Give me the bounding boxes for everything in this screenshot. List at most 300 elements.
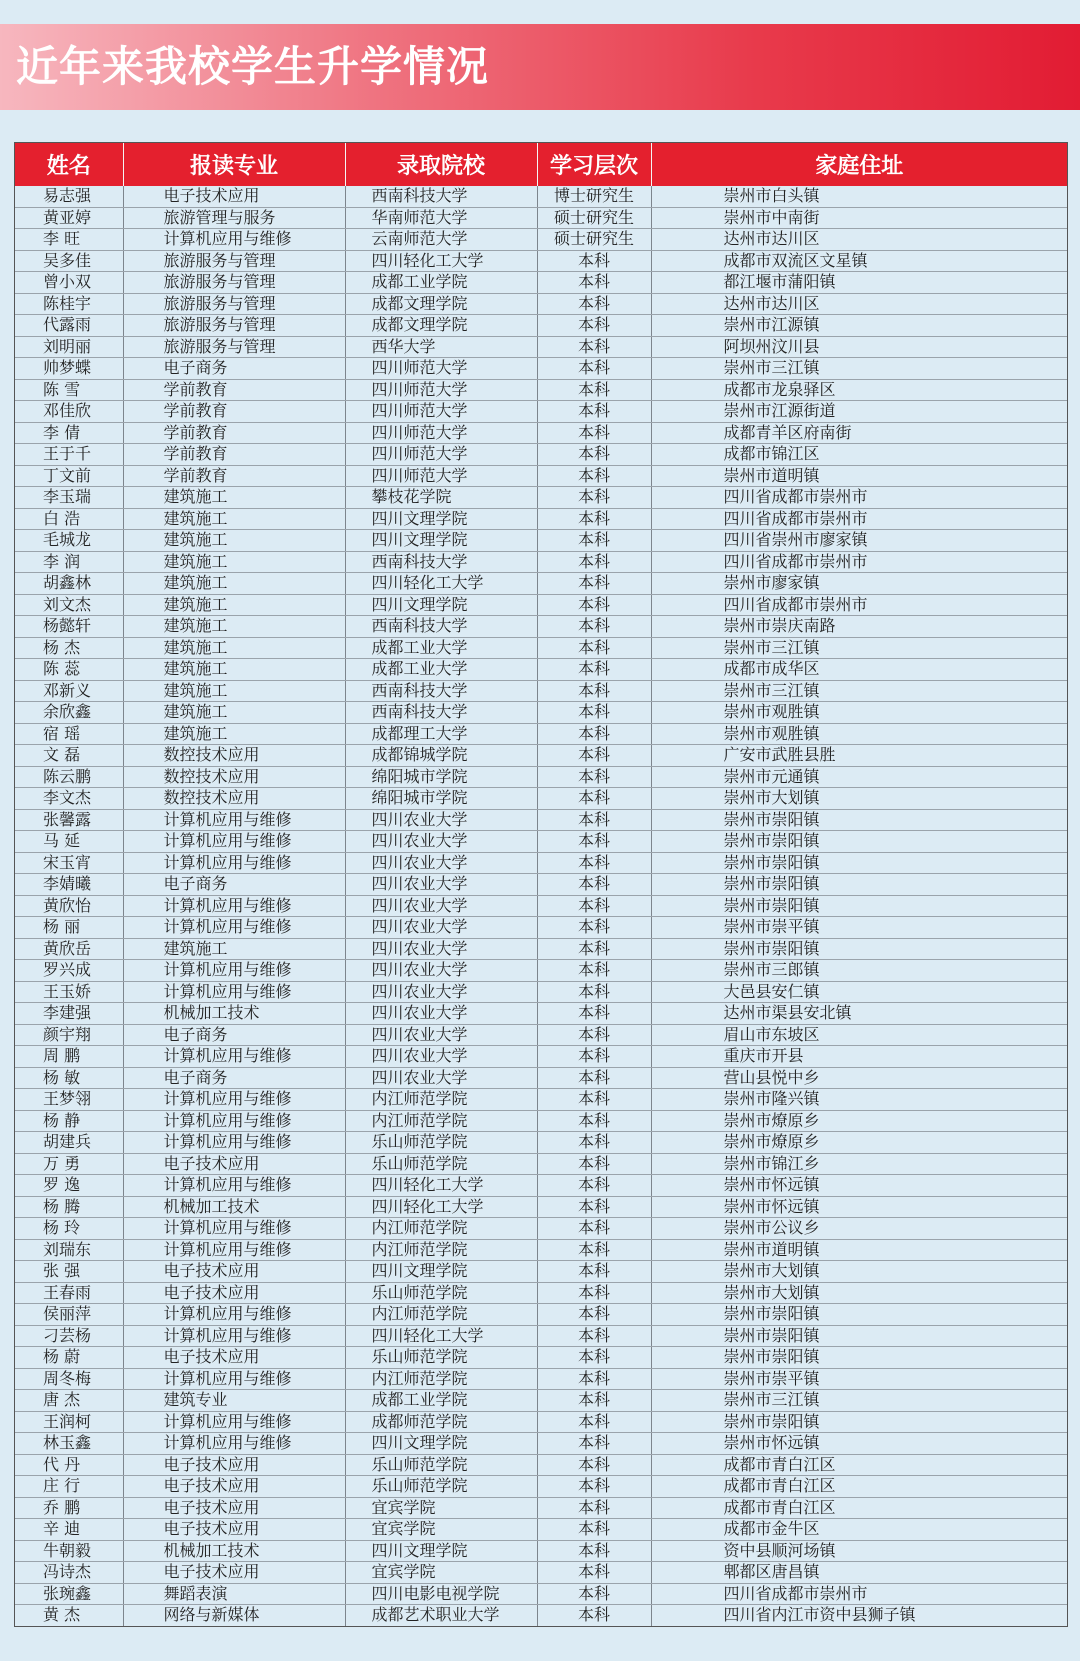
cell-major: 计算机应用与维修 xyxy=(123,917,345,939)
cell-major: 数控技术应用 xyxy=(123,766,345,788)
cell-study-level: 本科 xyxy=(537,1562,651,1584)
cell-major: 电子技术应用 xyxy=(123,1347,345,1369)
header-name: 姓名 xyxy=(15,143,123,186)
cell-admitted-school: 四川农业大学 xyxy=(345,1024,537,1046)
cell-major: 计算机应用与维修 xyxy=(123,1304,345,1326)
cell-study-level: 本科 xyxy=(537,465,651,487)
cell-home-address: 崇州市道明镇 xyxy=(651,1239,1067,1261)
table-row xyxy=(15,551,1067,573)
cell-student-name: 杨 丽 xyxy=(15,917,123,939)
table-row xyxy=(15,594,1067,616)
cell-home-address: 成都市双流区文星镇 xyxy=(651,250,1067,272)
cell-admitted-school: 四川农业大学 xyxy=(345,874,537,896)
cell-admitted-school: 西华大学 xyxy=(345,336,537,358)
cell-study-level: 本科 xyxy=(537,1046,651,1068)
cell-study-level: 本科 xyxy=(537,1497,651,1519)
cell-student-name: 陈 雪 xyxy=(15,379,123,401)
table-row xyxy=(15,250,1067,272)
cell-student-name: 刘瑞东 xyxy=(15,1239,123,1261)
cell-admitted-school: 云南师范大学 xyxy=(345,229,537,251)
cell-study-level: 本科 xyxy=(537,1540,651,1562)
cell-home-address: 四川省崇州市廖家镇 xyxy=(651,530,1067,552)
cell-study-level: 硕士研究生 xyxy=(537,207,651,229)
cell-student-name: 李建强 xyxy=(15,1003,123,1025)
cell-study-level: 本科 xyxy=(537,530,651,552)
cell-major: 电子技术应用 xyxy=(123,1519,345,1541)
cell-study-level: 本科 xyxy=(537,680,651,702)
cell-student-name: 黄欣岳 xyxy=(15,938,123,960)
cell-home-address: 成都市青白江区 xyxy=(651,1476,1067,1498)
cell-student-name: 黄欣怡 xyxy=(15,895,123,917)
table-row xyxy=(15,745,1067,767)
cell-study-level: 本科 xyxy=(537,616,651,638)
cell-major: 计算机应用与维修 xyxy=(123,1110,345,1132)
table-row xyxy=(15,487,1067,509)
cell-student-name: 帅梦蝶 xyxy=(15,358,123,380)
cell-study-level: 本科 xyxy=(537,1196,651,1218)
cell-admitted-school: 四川文理学院 xyxy=(345,594,537,616)
cell-major: 计算机应用与维修 xyxy=(123,1089,345,1111)
cell-major: 建筑施工 xyxy=(123,659,345,681)
cell-major: 电子商务 xyxy=(123,358,345,380)
table-row xyxy=(15,1239,1067,1261)
cell-admitted-school: 四川农业大学 xyxy=(345,1003,537,1025)
header-major: 报读专业 xyxy=(123,143,345,186)
cell-home-address: 达州市达川区 xyxy=(651,293,1067,315)
cell-admitted-school: 四川轻化工大学 xyxy=(345,573,537,595)
cell-student-name: 陈桂宇 xyxy=(15,293,123,315)
table-row xyxy=(15,637,1067,659)
cell-study-level: 本科 xyxy=(537,487,651,509)
cell-major: 舞蹈表演 xyxy=(123,1583,345,1605)
table-row xyxy=(15,1433,1067,1455)
table-row xyxy=(15,1261,1067,1283)
cell-study-level: 本科 xyxy=(537,1175,651,1197)
cell-student-name: 余欣鑫 xyxy=(15,702,123,724)
admissions-table xyxy=(15,143,1067,1626)
cell-home-address: 崇州市中南街 xyxy=(651,207,1067,229)
cell-home-address: 成都市金牛区 xyxy=(651,1519,1067,1541)
cell-student-name: 林玉鑫 xyxy=(15,1433,123,1455)
cell-student-name: 白 浩 xyxy=(15,508,123,530)
table-row xyxy=(15,616,1067,638)
cell-admitted-school: 内江师范学院 xyxy=(345,1218,537,1240)
cell-study-level: 本科 xyxy=(537,293,651,315)
table-row xyxy=(15,960,1067,982)
cell-major: 电子技术应用 xyxy=(123,1153,345,1175)
cell-student-name: 陈 蕊 xyxy=(15,659,123,681)
cell-admitted-school: 宜宾学院 xyxy=(345,1519,537,1541)
cell-student-name: 邓佳欣 xyxy=(15,401,123,423)
cell-home-address: 崇州市廖家镇 xyxy=(651,573,1067,595)
cell-study-level: 本科 xyxy=(537,1605,651,1626)
table-row xyxy=(15,315,1067,337)
cell-major: 机械加工技术 xyxy=(123,1540,345,1562)
cell-student-name: 周 鹏 xyxy=(15,1046,123,1068)
cell-home-address: 崇州市道明镇 xyxy=(651,465,1067,487)
cell-admitted-school: 成都工业大学 xyxy=(345,659,537,681)
cell-study-level: 本科 xyxy=(537,422,651,444)
cell-major: 建筑施工 xyxy=(123,938,345,960)
table-row xyxy=(15,1003,1067,1025)
cell-admitted-school: 四川文理学院 xyxy=(345,508,537,530)
cell-student-name: 杨 杰 xyxy=(15,637,123,659)
table-row xyxy=(15,1132,1067,1154)
cell-admitted-school: 西南科技大学 xyxy=(345,186,537,207)
cell-admitted-school: 成都文理学院 xyxy=(345,315,537,337)
cell-admitted-school: 四川文理学院 xyxy=(345,1261,537,1283)
table-header-row xyxy=(15,143,1067,186)
cell-study-level: 本科 xyxy=(537,637,651,659)
cell-admitted-school: 四川农业大学 xyxy=(345,917,537,939)
table-row xyxy=(15,788,1067,810)
cell-major: 机械加工技术 xyxy=(123,1003,345,1025)
cell-home-address: 四川省成都市崇州市 xyxy=(651,594,1067,616)
cell-study-level: 本科 xyxy=(537,1411,651,1433)
cell-admitted-school: 攀枝花学院 xyxy=(345,487,537,509)
cell-student-name: 马 延 xyxy=(15,831,123,853)
cell-home-address: 崇州市崇庆南路 xyxy=(651,616,1067,638)
cell-study-level: 本科 xyxy=(537,917,651,939)
cell-home-address: 崇州市三郎镇 xyxy=(651,960,1067,982)
cell-study-level: 本科 xyxy=(537,702,651,724)
cell-major: 计算机应用与维修 xyxy=(123,1368,345,1390)
cell-student-name: 胡鑫林 xyxy=(15,573,123,595)
cell-admitted-school: 四川师范大学 xyxy=(345,422,537,444)
cell-home-address: 成都青羊区府南街 xyxy=(651,422,1067,444)
cell-major: 建筑施工 xyxy=(123,680,345,702)
cell-major: 学前教育 xyxy=(123,379,345,401)
table-row xyxy=(15,1282,1067,1304)
cell-student-name: 张琬鑫 xyxy=(15,1583,123,1605)
cell-student-name: 刘明丽 xyxy=(15,336,123,358)
cell-admitted-school: 成都锦城学院 xyxy=(345,745,537,767)
cell-admitted-school: 宜宾学院 xyxy=(345,1497,537,1519)
cell-student-name: 丁文前 xyxy=(15,465,123,487)
cell-admitted-school: 四川农业大学 xyxy=(345,831,537,853)
cell-student-name: 刘文杰 xyxy=(15,594,123,616)
header-school: 录取院校 xyxy=(345,143,537,186)
cell-study-level: 本科 xyxy=(537,1024,651,1046)
table-row xyxy=(15,1605,1067,1626)
cell-home-address: 崇州市大划镇 xyxy=(651,788,1067,810)
table-row xyxy=(15,702,1067,724)
cell-student-name: 乔 鹏 xyxy=(15,1497,123,1519)
cell-admitted-school: 四川农业大学 xyxy=(345,809,537,831)
cell-major: 旅游服务与管理 xyxy=(123,250,345,272)
cell-home-address: 阿坝州汶川县 xyxy=(651,336,1067,358)
cell-study-level: 本科 xyxy=(537,1003,651,1025)
cell-study-level: 本科 xyxy=(537,960,651,982)
header-address: 家庭住址 xyxy=(651,143,1067,186)
cell-student-name: 牛朝毅 xyxy=(15,1540,123,1562)
cell-major: 建筑施工 xyxy=(123,702,345,724)
cell-major: 数控技术应用 xyxy=(123,745,345,767)
cell-home-address: 崇州市江源镇 xyxy=(651,315,1067,337)
cell-student-name: 宿 瑶 xyxy=(15,723,123,745)
table-row xyxy=(15,422,1067,444)
cell-student-name: 辛 迪 xyxy=(15,1519,123,1541)
cell-admitted-school: 四川师范大学 xyxy=(345,358,537,380)
cell-admitted-school: 乐山师范学院 xyxy=(345,1476,537,1498)
cell-study-level: 本科 xyxy=(537,573,651,595)
cell-student-name: 侯丽萍 xyxy=(15,1304,123,1326)
table-row xyxy=(15,1519,1067,1541)
cell-study-level: 本科 xyxy=(537,895,651,917)
table-row xyxy=(15,1368,1067,1390)
table-row xyxy=(15,1411,1067,1433)
cell-study-level: 本科 xyxy=(537,358,651,380)
cell-home-address: 崇州市三江镇 xyxy=(651,680,1067,702)
cell-home-address: 崇州市江源街道 xyxy=(651,401,1067,423)
cell-major: 学前教育 xyxy=(123,401,345,423)
table-row xyxy=(15,379,1067,401)
cell-major: 计算机应用与维修 xyxy=(123,1218,345,1240)
cell-major: 建筑施工 xyxy=(123,616,345,638)
cell-major: 建筑施工 xyxy=(123,508,345,530)
table-row xyxy=(15,1024,1067,1046)
cell-admitted-school: 乐山师范学院 xyxy=(345,1132,537,1154)
cell-major: 计算机应用与维修 xyxy=(123,1433,345,1455)
table-row xyxy=(15,1347,1067,1369)
cell-student-name: 王润柯 xyxy=(15,1411,123,1433)
cell-admitted-school: 西南科技大学 xyxy=(345,680,537,702)
cell-study-level: 本科 xyxy=(537,1132,651,1154)
cell-home-address: 资中县顺河场镇 xyxy=(651,1540,1067,1562)
cell-study-level: 本科 xyxy=(537,1239,651,1261)
cell-study-level: 本科 xyxy=(537,723,651,745)
cell-major: 学前教育 xyxy=(123,444,345,466)
cell-major: 计算机应用与维修 xyxy=(123,1239,345,1261)
cell-admitted-school: 乐山师范学院 xyxy=(345,1454,537,1476)
cell-home-address: 崇州市怀远镇 xyxy=(651,1196,1067,1218)
table-row xyxy=(15,766,1067,788)
cell-home-address: 崇州市隆兴镇 xyxy=(651,1089,1067,1111)
cell-study-level: 本科 xyxy=(537,1282,651,1304)
cell-major: 建筑专业 xyxy=(123,1390,345,1412)
cell-home-address: 崇州市怀远镇 xyxy=(651,1433,1067,1455)
cell-study-level: 本科 xyxy=(537,336,651,358)
cell-admitted-school: 四川农业大学 xyxy=(345,981,537,1003)
cell-admitted-school: 四川师范大学 xyxy=(345,401,537,423)
cell-student-name: 李玉瑞 xyxy=(15,487,123,509)
cell-study-level: 本科 xyxy=(537,1347,651,1369)
cell-major: 电子技术应用 xyxy=(123,186,345,207)
cell-admitted-school: 内江师范学院 xyxy=(345,1368,537,1390)
cell-study-level: 本科 xyxy=(537,1368,651,1390)
cell-study-level: 本科 xyxy=(537,809,651,831)
table-row xyxy=(15,1325,1067,1347)
cell-student-name: 李 旺 xyxy=(15,229,123,251)
cell-admitted-school: 内江师范学院 xyxy=(345,1304,537,1326)
cell-home-address: 崇州市元通镇 xyxy=(651,766,1067,788)
cell-admitted-school: 四川轻化工大学 xyxy=(345,1325,537,1347)
cell-student-name: 曾小双 xyxy=(15,272,123,294)
cell-home-address: 崇州市白头镇 xyxy=(651,186,1067,207)
cell-admitted-school: 绵阳城市学院 xyxy=(345,788,537,810)
cell-study-level: 本科 xyxy=(537,315,651,337)
cell-student-name: 罗 逸 xyxy=(15,1175,123,1197)
cell-student-name: 刁芸杨 xyxy=(15,1325,123,1347)
cell-major: 建筑施工 xyxy=(123,723,345,745)
table-row xyxy=(15,229,1067,251)
cell-student-name: 万 勇 xyxy=(15,1153,123,1175)
cell-admitted-school: 四川农业大学 xyxy=(345,960,537,982)
cell-study-level: 本科 xyxy=(537,594,651,616)
cell-major: 计算机应用与维修 xyxy=(123,895,345,917)
table-row xyxy=(15,401,1067,423)
cell-student-name: 李婧曦 xyxy=(15,874,123,896)
table-row xyxy=(15,938,1067,960)
cell-student-name: 王玉娇 xyxy=(15,981,123,1003)
cell-study-level: 本科 xyxy=(537,874,651,896)
table-row xyxy=(15,1196,1067,1218)
cell-major: 建筑施工 xyxy=(123,551,345,573)
cell-student-name: 黄 杰 xyxy=(15,1605,123,1626)
cell-study-level: 本科 xyxy=(537,401,651,423)
cell-major: 机械加工技术 xyxy=(123,1196,345,1218)
table-row xyxy=(15,723,1067,745)
cell-study-level: 博士研究生 xyxy=(537,186,651,207)
cell-major: 旅游服务与管理 xyxy=(123,315,345,337)
cell-study-level: 本科 xyxy=(537,1476,651,1498)
cell-admitted-school: 成都艺术职业大学 xyxy=(345,1605,537,1626)
cell-student-name: 罗兴成 xyxy=(15,960,123,982)
cell-major: 计算机应用与维修 xyxy=(123,1046,345,1068)
cell-student-name: 杨 玲 xyxy=(15,1218,123,1240)
cell-study-level: 本科 xyxy=(537,981,651,1003)
cell-student-name: 杨 腾 xyxy=(15,1196,123,1218)
cell-student-name: 李 倩 xyxy=(15,422,123,444)
cell-major: 计算机应用与维修 xyxy=(123,229,345,251)
cell-home-address: 崇州市崇阳镇 xyxy=(651,1347,1067,1369)
cell-home-address: 四川省成都市崇州市 xyxy=(651,1583,1067,1605)
cell-admitted-school: 内江师范学院 xyxy=(345,1239,537,1261)
cell-major: 计算机应用与维修 xyxy=(123,981,345,1003)
table-row xyxy=(15,1540,1067,1562)
cell-student-name: 周冬梅 xyxy=(15,1368,123,1390)
table-row xyxy=(15,293,1067,315)
cell-study-level: 本科 xyxy=(537,1261,651,1283)
cell-home-address: 崇州市燎原乡 xyxy=(651,1132,1067,1154)
cell-admitted-school: 内江师范学院 xyxy=(345,1110,537,1132)
cell-study-level: 本科 xyxy=(537,788,651,810)
table-row xyxy=(15,852,1067,874)
table-row xyxy=(15,508,1067,530)
cell-major: 学前教育 xyxy=(123,465,345,487)
cell-home-address: 崇州市崇阳镇 xyxy=(651,1325,1067,1347)
cell-major: 电子技术应用 xyxy=(123,1497,345,1519)
cell-admitted-school: 内江师范学院 xyxy=(345,1089,537,1111)
cell-admitted-school: 成都工业学院 xyxy=(345,272,537,294)
cell-major: 旅游服务与管理 xyxy=(123,336,345,358)
table-row xyxy=(15,831,1067,853)
table-row xyxy=(15,1218,1067,1240)
table-row xyxy=(15,573,1067,595)
cell-major: 电子技术应用 xyxy=(123,1454,345,1476)
table-row xyxy=(15,1390,1067,1412)
cell-admitted-school: 西南科技大学 xyxy=(345,616,537,638)
table-row xyxy=(15,680,1067,702)
cell-home-address: 重庆市开县 xyxy=(651,1046,1067,1068)
cell-major: 数控技术应用 xyxy=(123,788,345,810)
cell-admitted-school: 四川师范大学 xyxy=(345,379,537,401)
cell-major: 计算机应用与维修 xyxy=(123,831,345,853)
header-level: 学习层次 xyxy=(537,143,651,186)
table-row xyxy=(15,1562,1067,1584)
table-row xyxy=(15,530,1067,552)
cell-home-address: 四川省成都市崇州市 xyxy=(651,487,1067,509)
cell-student-name: 宋玉宵 xyxy=(15,852,123,874)
cell-student-name: 毛城龙 xyxy=(15,530,123,552)
cell-study-level: 本科 xyxy=(537,766,651,788)
cell-major: 计算机应用与维修 xyxy=(123,960,345,982)
cell-home-address: 崇州市观胜镇 xyxy=(651,702,1067,724)
table-row xyxy=(15,1454,1067,1476)
cell-home-address: 大邑县安仁镇 xyxy=(651,981,1067,1003)
admissions-table-container xyxy=(14,142,1068,1627)
cell-student-name: 代 丹 xyxy=(15,1454,123,1476)
cell-major: 建筑施工 xyxy=(123,487,345,509)
cell-student-name: 代露雨 xyxy=(15,315,123,337)
cell-major: 计算机应用与维修 xyxy=(123,1175,345,1197)
cell-home-address: 达州市渠县安北镇 xyxy=(651,1003,1067,1025)
cell-student-name: 李 润 xyxy=(15,551,123,573)
cell-home-address: 崇州市崇阳镇 xyxy=(651,1304,1067,1326)
cell-study-level: 本科 xyxy=(537,1304,651,1326)
cell-home-address: 崇州市崇阳镇 xyxy=(651,809,1067,831)
cell-study-level: 本科 xyxy=(537,379,651,401)
cell-home-address: 达州市达川区 xyxy=(651,229,1067,251)
cell-admitted-school: 乐山师范学院 xyxy=(345,1347,537,1369)
table-row xyxy=(15,1497,1067,1519)
cell-student-name: 庄 行 xyxy=(15,1476,123,1498)
cell-major: 电子商务 xyxy=(123,1024,345,1046)
cell-study-level: 本科 xyxy=(537,852,651,874)
cell-study-level: 本科 xyxy=(537,1454,651,1476)
cell-major: 旅游管理与服务 xyxy=(123,207,345,229)
table-row xyxy=(15,659,1067,681)
cell-major: 计算机应用与维修 xyxy=(123,1132,345,1154)
cell-student-name: 杨懿轩 xyxy=(15,616,123,638)
cell-home-address: 成都市青白江区 xyxy=(651,1497,1067,1519)
title-banner xyxy=(0,24,1080,110)
cell-home-address: 成都市龙泉驿区 xyxy=(651,379,1067,401)
cell-home-address: 崇州市公议乡 xyxy=(651,1218,1067,1240)
cell-student-name: 杨 蔚 xyxy=(15,1347,123,1369)
table-row xyxy=(15,1110,1067,1132)
table-row xyxy=(15,1476,1067,1498)
cell-major: 电子技术应用 xyxy=(123,1282,345,1304)
cell-major: 建筑施工 xyxy=(123,594,345,616)
cell-student-name: 王春雨 xyxy=(15,1282,123,1304)
cell-admitted-school: 成都理工大学 xyxy=(345,723,537,745)
cell-study-level: 本科 xyxy=(537,1583,651,1605)
cell-student-name: 张馨露 xyxy=(15,809,123,831)
cell-study-level: 本科 xyxy=(537,1153,651,1175)
cell-student-name: 陈云鹏 xyxy=(15,766,123,788)
table-row xyxy=(15,1089,1067,1111)
table-row xyxy=(15,1067,1067,1089)
cell-home-address: 四川省成都市崇州市 xyxy=(651,508,1067,530)
cell-admitted-school: 四川农业大学 xyxy=(345,1046,537,1068)
cell-admitted-school: 四川文理学院 xyxy=(345,1433,537,1455)
cell-major: 计算机应用与维修 xyxy=(123,852,345,874)
cell-home-address: 都江堰市蒲阳镇 xyxy=(651,272,1067,294)
cell-study-level: 本科 xyxy=(537,1089,651,1111)
cell-admitted-school: 四川农业大学 xyxy=(345,1067,537,1089)
cell-home-address: 崇州市崇平镇 xyxy=(651,917,1067,939)
